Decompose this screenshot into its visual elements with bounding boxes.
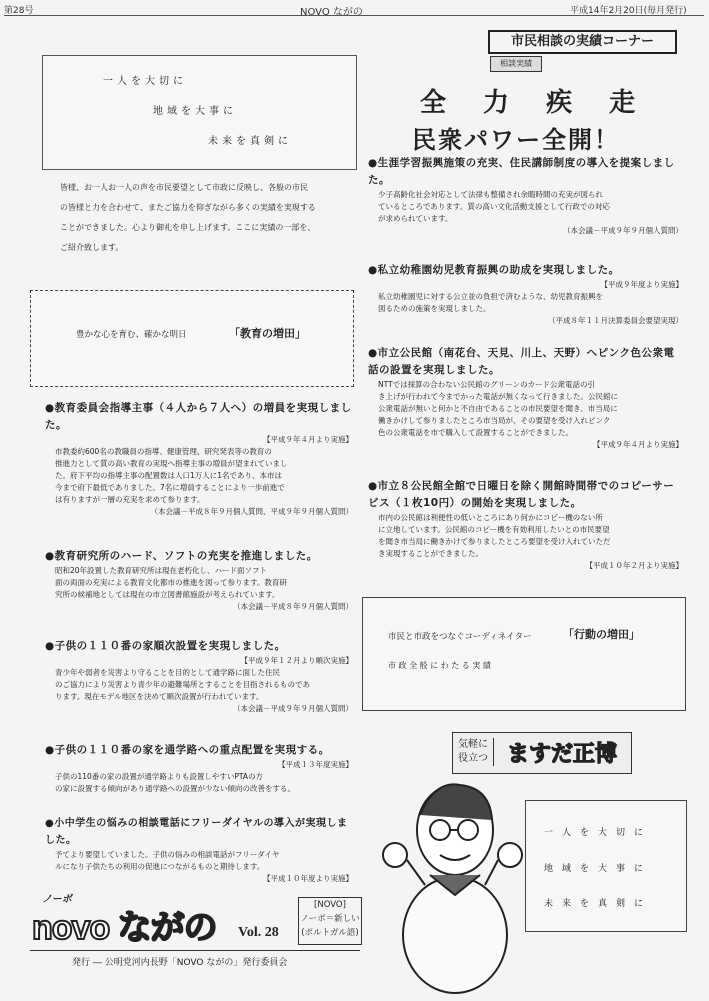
item-title: ●教育研究所のハード、ソフトの充実を推進しました。 [45, 550, 318, 562]
item-title: ●教育委員会指導主事（４人から７人へ）の増員を実現しました。 [45, 402, 352, 431]
item-title: ●小中学生の悩みの相談電話にフリーダイヤルの導入が実現しました。 [45, 818, 348, 846]
corner-subtitle: 相談実績 [490, 56, 542, 72]
right-item-3 [368, 345, 683, 451]
item-source: （本会議－平成８年９月個人質問、平成９年９月個人質問） [150, 507, 353, 516]
masthead-volume: Vol. 28 [238, 925, 279, 940]
item-body: 市内の公民館は利便性の低いところにあり何かにコピー機のない所 に立地しています。公民館のコピー機を有効利用したいとの市民要望 を聞き市当局に働きかけて参りましたところ要望を受け入れていただ き実現することができました。 [378, 513, 611, 558]
intro-line: 皆様、お一人お一人の声を市民要望として市政に反映し、各般の市民 [60, 183, 308, 192]
headline-2: 民衆パワー全開！ [412, 126, 620, 154]
motto-right-line-2: 地域を大事に [544, 864, 653, 874]
item-source: （本会議－平成８年９月個人質問） [233, 602, 353, 611]
left-item-1 [45, 400, 353, 518]
badge-label: 気軽に 役立つ [458, 738, 494, 766]
caricature-illustration [380, 770, 530, 995]
intro-line: の皆様と力を合わせて、またご協力を仰ぎながら多くの実績を実現する [60, 203, 316, 212]
item-title: ●生涯学習振興施策の充実、住民講師制度の導入を提案しました。 [368, 157, 675, 186]
candidate-badge [452, 732, 632, 774]
item-body: 青少年や弱者を災害より守ることを目的として通学路に面した住民 のご協力により災害より青少年の避難場所とすることを目指されるものであ ります。現在モデル地区を決めて順次設置が行われています。 [55, 668, 310, 701]
intro-line: ことができました。心より御礼を申し上げます。ここに実績の一部を、 [60, 223, 316, 232]
masthead-logo: novo ながの [32, 909, 217, 947]
action-title: 「行動の増田」 [563, 628, 640, 641]
item-title: ●子供の１１０番の家を通学路への重点配置を実現する。 [45, 744, 330, 756]
paper-name: NOVO ながの [300, 7, 363, 18]
motto-right-line-3: 未来を真剣に [544, 899, 653, 909]
item-body: 市教委約600名の教職員の指導、健康管理、研究発表等の教育の 推進力として質の高い教育の実現へ指導主事の増員が望まれていまし た。府下平均の指導主事の配置数は人口1万人に1名であり、本市は 今まで府下最低でありました。7名に増員することにより一歩前進で は有りますが一層の充実を求めて参ります。 [55, 447, 288, 504]
action-subtitle: 市 政 全 般 に わ た る 実 績 [388, 661, 491, 670]
item-source: （本会議－平成９年９月個人質問） [563, 226, 683, 235]
motto-line-3: 未来を真剣に [208, 136, 292, 147]
item-source: 【平成９年４月より実施】 [593, 440, 683, 449]
item-meta: 【平成９年度より実施】 [600, 280, 683, 289]
left-item-5 [45, 815, 353, 885]
action-box [362, 597, 686, 711]
item-source: 【平成１０年２月より実施】 [585, 561, 683, 570]
corner-title: 市民相談の実績コーナー [488, 30, 677, 54]
item-title: ●子供の１１０番の家順次設置を実現しました。 [45, 640, 286, 652]
education-slogan: 豊かな心を育む、確かな明日 [76, 330, 187, 340]
left-item-2 [45, 548, 353, 613]
right-item-2 [368, 262, 683, 327]
item-meta: 【平成１３年度実施】 [278, 760, 353, 769]
motto-right-line-1: 一人を大切に [544, 828, 653, 838]
badge-name: ますだ正博 [507, 742, 618, 767]
item-body: 予てより要望していました。子供の悩みの相談電話がフリーダイヤ ルになり子供たちの利用の促進につながるものと期待します。 [55, 850, 280, 871]
item-body: 昭和20年設置した教育研究所は現在老朽化し、ハード面ソフト 面の両面の充実による教育文化都市の推進を図って参ります。教育研 究所の候補地としては現在の市立図書館施設が考えられています。 [55, 566, 287, 599]
education-box [30, 290, 354, 387]
headline-1: 全 力 疾 走 [420, 88, 650, 118]
masthead-kana: ノーボ [42, 894, 72, 905]
item-body: 少子高齢化社会対応として法律も整備され余暇時間の充実が図られ ているところであります。質の高い文化活動支援として行政での対応 が求められています。 [378, 190, 610, 223]
issue-date: 平成14年2月20日(毎月発行) [570, 6, 687, 16]
action-slogan: 市民と市政をつなぐコーディネイター [388, 632, 532, 642]
footer-rule [30, 950, 360, 951]
intro-text [60, 178, 352, 258]
intro-line: ご紹介致します。 [60, 243, 124, 252]
motto-box [42, 55, 357, 170]
left-item-3 [45, 638, 353, 715]
item-source: （本会議－平成９年９月個人質問） [233, 704, 353, 713]
header-rule [4, 15, 704, 16]
footer-publisher: 発行 ― 公明党河内長野「NOVO ながの」発行委員会 [72, 958, 288, 968]
item-title: ●私立幼稚園幼児教育振興の助成を実現しました。 [368, 264, 620, 276]
item-body: 子供の110番の家の設置が通学路よりも設置しやすいPTAの方 の家に設置する傾向があり通学路への設置が少ない傾向の改善をする。 [55, 772, 295, 793]
right-item-4 [368, 478, 683, 572]
item-meta: 【平成９年４月より実施】 [263, 435, 353, 444]
item-body: 私立幼稚園児に対する公立並の負担で済むような、幼児教育振興を 図るための施策を実現しました。 [378, 292, 603, 313]
item-body: NTTでは採算の合わない公民館のグリーンのカード公衆電話の引 き上げが行われて今までかった電話が無くなって行きました。公民館に 公衆電話が無いと何かと不自由であることの市民要望を聞き、市当局に 働きかけして参りましたところ市当局が、その要望を受け入れピンク 色の公衆電話を市で購入して設置することができました。 [378, 380, 618, 437]
motto-line-1: 一人を大切に [103, 76, 187, 87]
motto-box-right [525, 800, 687, 932]
left-item-4 [45, 742, 353, 795]
masthead-note: [NOVO] ノーボ＝新しい (ポルトガル語) [298, 897, 362, 945]
page-number: 第28号 [4, 6, 34, 16]
item-meta: 【平成９年１２月より順次実施】 [240, 656, 353, 665]
item-source: 【平成１０年度より実施】 [263, 874, 353, 883]
item-title: ●市立公民館（南花台、天見、川上、天野）へピンク色公衆電話の設置を実現しました。 [368, 347, 675, 376]
motto-line-2: 地域を大事に [153, 106, 237, 117]
education-title: 「教育の増田」 [229, 327, 306, 340]
right-item-1 [368, 155, 683, 237]
item-source: （平成８年１１月決算委員会要望実現） [548, 316, 683, 325]
item-title: ●市立８公民館全館で日曜日を除く開館時間帯でのコピーサービス（１枚10円）の開始を実現しました。 [368, 480, 675, 509]
